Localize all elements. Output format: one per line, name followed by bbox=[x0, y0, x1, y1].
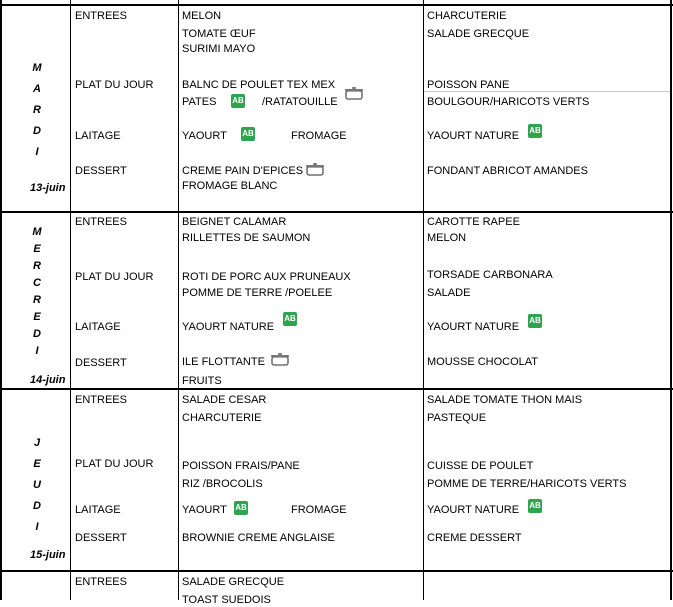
menu-a-laitage: FROMAGE bbox=[291, 130, 347, 142]
date-jeudi: 15-juin bbox=[30, 549, 66, 561]
menu-a-plat: PATES bbox=[182, 96, 217, 108]
grid-divider-category bbox=[178, 0, 179, 600]
menu-a-dessert: FROMAGE BLANC bbox=[182, 180, 278, 192]
menu-b-laitage: YAOURT NATURE bbox=[427, 130, 520, 142]
menu-b-entree: CAROTTE RAPEE bbox=[427, 216, 520, 228]
grid-divider-menu bbox=[423, 0, 424, 600]
cooking-pot-icon bbox=[305, 162, 325, 177]
menu-b-plat: POISSON PANE bbox=[427, 79, 510, 91]
menu-b-dessert: FONDANT ABRICOT AMANDES bbox=[427, 165, 588, 177]
menu-b-plat: TORSADE CARBONARA bbox=[427, 269, 553, 281]
menu-b-dessert: MOUSSE CHOCOLAT bbox=[427, 356, 539, 368]
category-dessert: DESSERT bbox=[75, 165, 127, 177]
menu-a-entree: RILLETTES DE SAUMON bbox=[182, 232, 311, 244]
menu-b-plat: CUISSE DE POULET bbox=[427, 460, 534, 472]
menu-b-entree: PASTEQUE bbox=[427, 412, 487, 424]
menu-b-entree: MELON bbox=[427, 232, 467, 244]
menu-a-laitage: FROMAGE bbox=[291, 504, 347, 516]
menu-b-entree: SALADE TOMATE THON MAIS bbox=[427, 394, 583, 406]
menu-a-entree: CHARCUTERIE bbox=[182, 412, 262, 424]
menu-a-dessert: ILE FLOTTANTE bbox=[182, 356, 265, 368]
menu-a-dessert: CREME PAIN D'EPICES bbox=[182, 165, 304, 177]
category-laitage: LAITAGE bbox=[75, 504, 121, 516]
category-entrees: ENTREES bbox=[75, 394, 127, 406]
ab-organic-icon: AB bbox=[241, 127, 255, 141]
ab-organic-icon: AB bbox=[528, 499, 542, 513]
menu-a-plat: ROTI DE PORC AUX PRUNEAUX bbox=[182, 271, 351, 283]
menu-a-plat: BALNC DE POULET TEX MEX bbox=[182, 79, 336, 91]
row-border-top bbox=[0, 4, 673, 6]
menu-a-dessert: BROWNIE CREME ANGLAISE bbox=[182, 532, 335, 544]
cooking-pot-icon bbox=[270, 352, 290, 367]
cooking-pot-icon bbox=[344, 86, 364, 101]
menu-a-plat: /RATATOUILLE bbox=[262, 96, 338, 108]
category-entrees: ENTREES bbox=[75, 216, 127, 228]
grid-right-border bbox=[670, 0, 672, 600]
menu-b-dessert: CREME DESSERT bbox=[427, 532, 522, 544]
menu-b-entree: CHARCUTERIE bbox=[427, 10, 507, 22]
category-entrees: ENTREES bbox=[75, 10, 127, 22]
menu-a-plat: RIZ /BROCOLIS bbox=[182, 478, 263, 490]
category-laitage: LAITAGE bbox=[75, 321, 121, 333]
row-border-mardi bbox=[0, 211, 673, 213]
menu-a-laitage: YAOURT bbox=[182, 130, 227, 142]
menu-a-laitage: YAOURT bbox=[182, 504, 227, 516]
menu-b-laitage: YAOURT NATURE bbox=[427, 504, 520, 516]
row-border-jeudi bbox=[0, 570, 673, 572]
menu-a-entree: SALADE GRECQUE bbox=[182, 576, 285, 588]
day-label-jeudi: J E U D I bbox=[33, 437, 41, 533]
date-mardi: 13-juin bbox=[30, 182, 66, 194]
menu-a-entree: SALADE CESAR bbox=[182, 394, 267, 406]
ab-organic-icon: AB bbox=[234, 501, 248, 515]
category-plat-du-jour: PLAT DU JOUR bbox=[75, 458, 154, 470]
ab-organic-icon: AB bbox=[231, 94, 245, 108]
ab-organic-icon: AB bbox=[528, 124, 542, 138]
menu-a-laitage: YAOURT NATURE bbox=[182, 321, 275, 333]
menu-b-plat: BOULGOUR/HARICOTS VERTS bbox=[427, 96, 590, 108]
ab-organic-icon: AB bbox=[283, 312, 297, 326]
menu-a-entree: TOMATE ŒUF bbox=[182, 28, 256, 40]
menu-b-plat: POMME DE TERRE/HARICOTS VERTS bbox=[427, 478, 627, 490]
category-dessert: DESSERT bbox=[75, 357, 127, 369]
menu-a-entree: TOAST SUEDOIS bbox=[182, 594, 271, 606]
ab-organic-icon: AB bbox=[528, 314, 542, 328]
menu-a-entree: MELON bbox=[182, 10, 222, 22]
menu-a-dessert: FRUITS bbox=[182, 375, 222, 387]
date-mercredi: 14-juin bbox=[30, 374, 66, 386]
category-entrees: ENTREES bbox=[75, 576, 127, 588]
menu-b-entree: SALADE GRECQUE bbox=[427, 28, 530, 40]
menu-b-laitage: YAOURT NATURE bbox=[427, 321, 520, 333]
menu-a-entree: BEIGNET CALAMAR bbox=[182, 216, 287, 228]
menu-b-plat: SALADE bbox=[427, 287, 471, 299]
menu-a-plat: POMME DE TERRE /POELEE bbox=[182, 287, 333, 299]
row-border-mercredi bbox=[0, 388, 673, 390]
day-label-mercredi: M E R C R E D I bbox=[32, 226, 42, 357]
category-plat-du-jour: PLAT DU JOUR bbox=[75, 79, 154, 91]
day-label-mardi: M A R D I bbox=[32, 62, 42, 158]
menu-a-plat: POISSON FRAIS/PANE bbox=[182, 460, 300, 472]
category-laitage: LAITAGE bbox=[75, 130, 121, 142]
category-dessert: DESSERT bbox=[75, 532, 127, 544]
menu-a-entree: SURIMI MAYO bbox=[182, 43, 256, 55]
category-plat-du-jour: PLAT DU JOUR bbox=[75, 271, 154, 283]
